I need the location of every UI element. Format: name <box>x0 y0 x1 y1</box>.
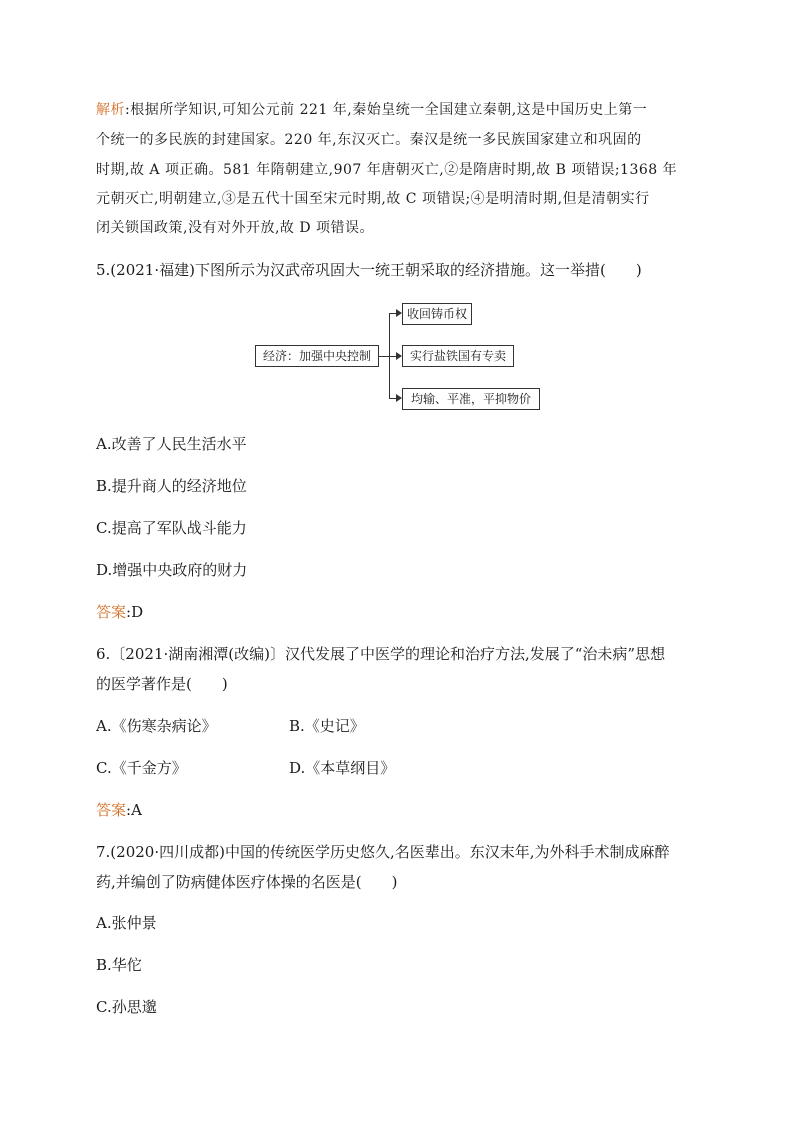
q5-answer <box>96 602 143 622</box>
diagram-root-box: 经济：加强中央控制 <box>255 345 379 367</box>
diagram-vertical-bracket <box>389 313 390 399</box>
q7-stem-line-2: 药,并编创了防病健体医疗体操的名医是( ) <box>96 873 398 891</box>
q7-option-c: C.孙思邈 <box>96 998 157 1016</box>
q5-answer-value: :D <box>126 603 144 621</box>
diagram-branch-box-3: 均输、平准，平抑物价 <box>402 388 540 410</box>
q6-option-d: D.《本草纲目》 <box>289 759 396 777</box>
q6-stem-line-1: 6.〔2021·湖南湘潭(改编)〕汉代发展了中医学的理论和治疗方法,发展了“治未病”思想 <box>96 645 666 663</box>
analysis-label: 解析 <box>96 102 125 118</box>
q5-option-d: D.增强中央政府的财力 <box>96 561 248 579</box>
q6-answer-label: 答案 <box>96 801 127 819</box>
diagram-branch-box-1: 收回铸币权 <box>402 303 472 325</box>
arrow-icon <box>396 394 402 402</box>
q7-stem-line-1: 7.(2020·四川成都)中国的传统医学历史悠久,名医辈出。东汉末年,为外科手术制成麻醉 <box>96 843 670 861</box>
diagram-branch-line-1 <box>389 313 397 314</box>
q6-answer <box>96 800 142 820</box>
q6-option-b: B.《史记》 <box>289 717 365 735</box>
q6-answer-value: :A <box>126 801 142 819</box>
q5-option-c: C.提高了军队战斗能力 <box>96 519 247 537</box>
analysis-text-1: :根据所学知识,可知公元前 221 年,秦始皇统一全国建立秦朝,这是中国历史上第一 <box>125 102 648 118</box>
analysis-line-2: 个统一的多民族的封建国家。220 年,东汉灭亡。秦汉是统一多民族国家建立和巩固的 <box>96 132 642 148</box>
q7-option-b: B.华佗 <box>96 956 142 974</box>
diagram-branch-line-3 <box>389 398 397 399</box>
q6-option-a: A.《伤寒杂病论》 <box>96 717 217 735</box>
q6-option-c: C.《千金方》 <box>96 759 187 777</box>
arrow-icon <box>396 309 402 317</box>
arrow-icon <box>396 352 402 360</box>
diagram-branch-box-2: 实行盐铁国有专卖 <box>402 345 514 367</box>
q5-option-b: B.提升商人的经济地位 <box>96 477 247 495</box>
diagram-connector <box>379 356 389 357</box>
q5-stem: 5.(2021·福建)下图所示为汉武帝巩固大一统王朝采取的经济措施。这一举措( ) <box>96 261 642 279</box>
q6-stem-line-2: 的医学著作是( ) <box>96 675 228 693</box>
analysis-line-5: 闭关锁国政策,没有对外开放,故 D 项错误。 <box>96 220 375 236</box>
diagram-branch-line-2 <box>389 356 397 357</box>
q5-answer-label: 答案 <box>96 603 127 621</box>
analysis-line-1 <box>96 100 647 120</box>
q5-option-a: A.改善了人民生活水平 <box>96 435 247 453</box>
q7-option-a: A.张仲景 <box>96 914 157 932</box>
analysis-line-3: 时期,故 A 项正确。581 年隋朝建立,907 年唐朝灭亡,②是隋唐时期,故 B 项错误;1368 年 <box>96 162 678 178</box>
analysis-line-4: 元朝灭亡,明朝建立,③是五代十国至宋元时期,故 C 项错误;④是明清时期,但是清朝实行 <box>96 191 650 207</box>
